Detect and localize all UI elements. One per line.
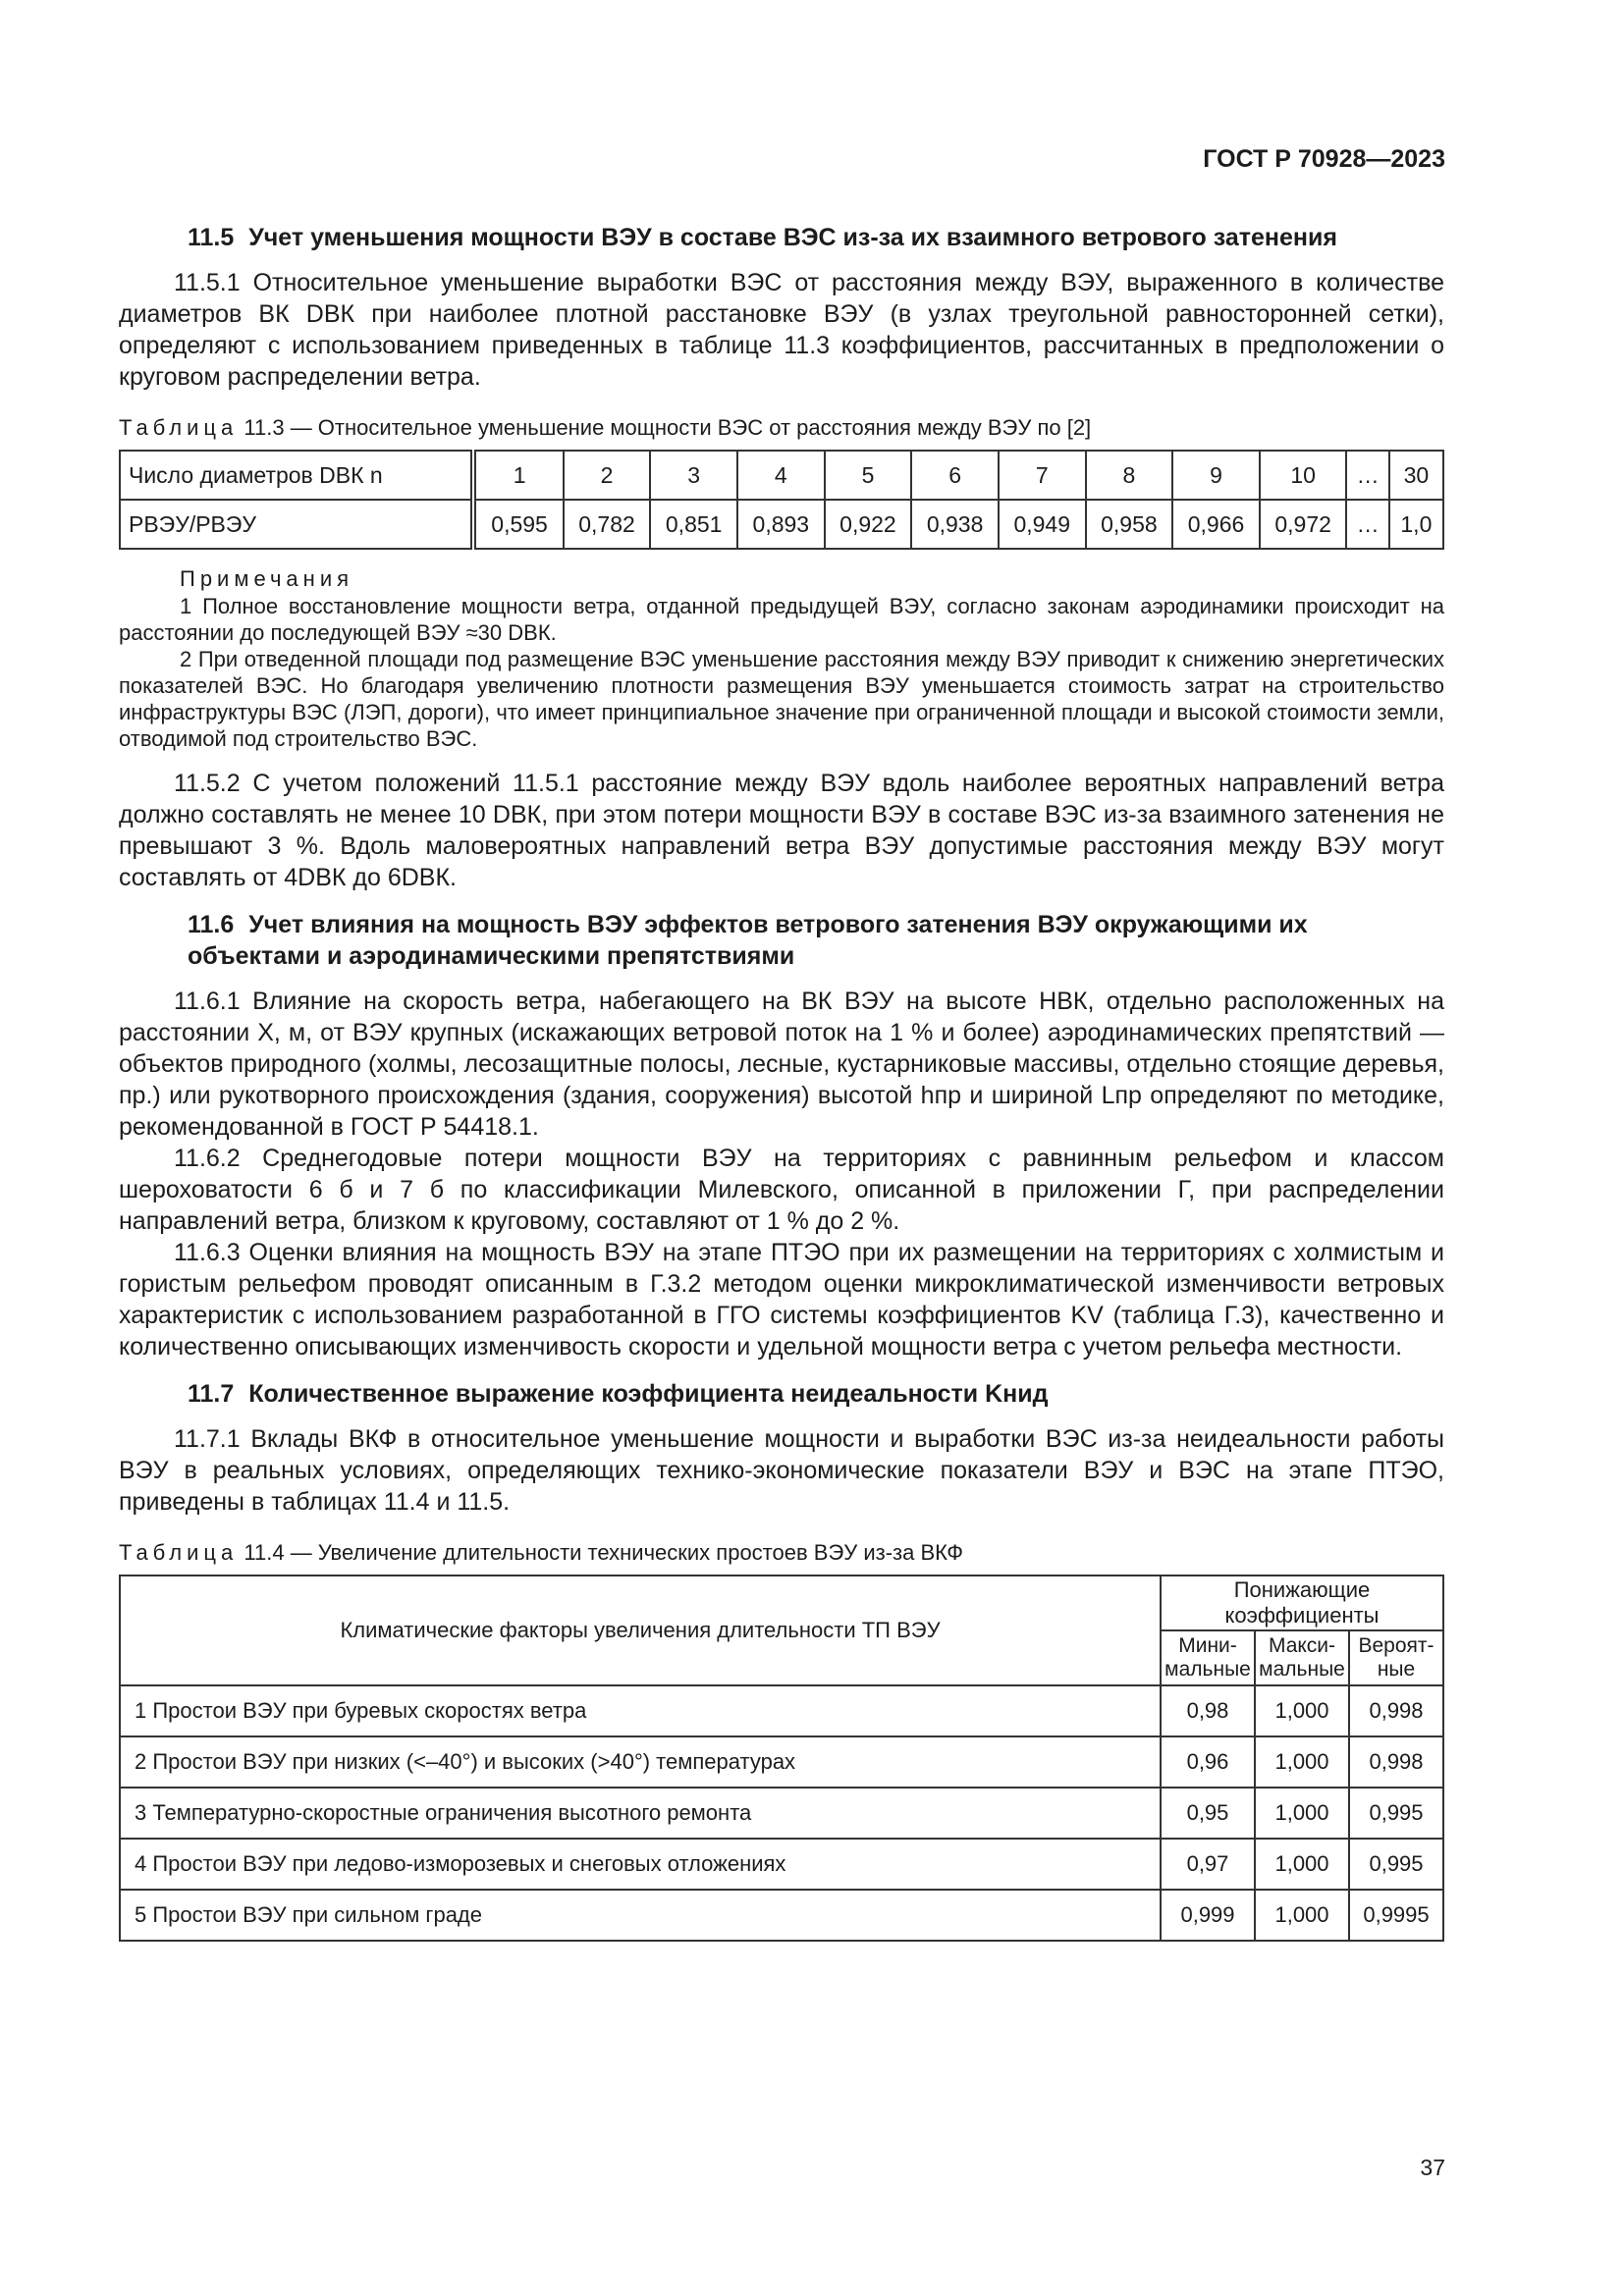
column-header-max: Макси- мальные — [1255, 1630, 1349, 1685]
factor-name: 2 Простои ВЭУ при низких (<–40°) и высоких (>40°) температурах — [120, 1736, 1161, 1788]
table-cell: … — [1346, 451, 1388, 500]
section-title: Количественное выражение коэффициента неидеальности Kнид — [248, 1380, 1049, 1408]
value-min: 0,96 — [1161, 1736, 1255, 1788]
value-min: 0,999 — [1161, 1890, 1255, 1941]
section-heading-11-5 — [119, 222, 1444, 253]
table-cell: 0,922 — [825, 500, 912, 549]
value-max: 1,000 — [1255, 1890, 1349, 1941]
table-caption-text: 11.3 — Относительное уменьшение мощности ВЭС от расстояния между ВЭУ по [2] — [244, 415, 1092, 440]
paragraph-11-6-1: 11.6.1 Влияние на скорость ветра, набегающего на ВК ВЭУ на высоте HВК, отдельно расположенных на расстоянии X, м, от ВЭУ крупных (искажающих ветровой поток на 1 % и более) аэродинамических препятствий — объектов природного (холмы, лесозащитные полосы, лесные, кустарниковые массивы, отдельно стоящие деревья, пр.) или рукотворного происхождения (здания, сооружения) высотой hпр и шириной Lпр определяют по методике, рекомендованной в ГОСТ Р 54418.1. — [119, 988, 1444, 1141]
section-number: 11.6 — [188, 911, 235, 938]
table-cell: 0,972 — [1260, 500, 1347, 549]
table-cell: 1 — [473, 451, 563, 500]
table-cell: 30 — [1389, 451, 1443, 500]
value-prob: 0,998 — [1349, 1685, 1443, 1736]
value-max: 1,000 — [1255, 1839, 1349, 1890]
table-caption-word: Таблица — [119, 1540, 239, 1565]
table-row — [120, 1890, 1443, 1941]
document-code: ГОСТ Р 70928—2023 — [1203, 145, 1445, 173]
value-max: 1,000 — [1255, 1736, 1349, 1788]
row-label-power-ratio: PВЭУ/PВЭУ — [120, 500, 473, 549]
table-cell: 9 — [1172, 451, 1260, 500]
column-group-header: Понижающие коэффициенты — [1161, 1575, 1443, 1630]
value-max: 1,000 — [1255, 1788, 1349, 1839]
table-cell: 3 — [650, 451, 737, 500]
table-caption-word: Таблица — [119, 415, 239, 440]
table-cell: 0,966 — [1172, 500, 1260, 549]
table-row-diameters — [120, 451, 1443, 500]
section-heading-11-7 — [119, 1378, 1444, 1410]
factor-name: 5 Простои ВЭУ при сильном граде — [120, 1890, 1161, 1941]
section-number: 11.7 — [188, 1380, 235, 1408]
table-notes — [119, 565, 1444, 752]
table-row — [120, 1685, 1443, 1736]
paragraph-11-5-2: 11.5.2 С учетом положений 11.5.1 расстояние между ВЭУ вдоль наиболее вероятных направлений ветра должно составлять не менее 10 DВК, при этом потери мощности ВЭУ в составе ВЭС из-за взаимного затенения не превышают 3 %. Вдоль маловероятных направлений ветра ВЭУ допустимые расстояния между ВЭУ могут составлять от 4DВК до 6DВК. — [119, 770, 1444, 891]
paragraph-11-6-3: 11.6.3 Оценки влияния на мощность ВЭУ на этапе ПТЭО при их размещении на территориях с холмистым и гористым рельефом проводят описанным в Г.3.2 методом оценки микроклиматической изменчивости ветровых характеристик с использованием разработанной в ГГО системы коэффициентов KV (таблица Г.3), качественно и количественно описывающих изменчивость скорости и удельной мощности ветра с учетом рельефа местности. — [119, 1239, 1444, 1361]
table-cell: 5 — [825, 451, 912, 500]
factor-name: 3 Температурно-скоростные ограничения высотного ремонта — [120, 1788, 1161, 1839]
table-cell: 0,893 — [737, 500, 825, 549]
table-11-4 — [119, 1575, 1444, 1942]
table-header-row — [120, 1575, 1443, 1630]
table-caption-11-4 — [119, 1539, 1444, 1567]
table-row-power-ratio — [120, 500, 1443, 549]
note-2: 2 При отведенной площади под размещение ВЭС уменьшение расстояния между ВЭУ приводит к снижению энергетических показателей ВЭС. Но благодаря увеличению плотности размещения ВЭУ уменьшается стоимость затрат на строительство инфраструктуры ВЭС (ЛЭП, дороги), что имеет принципиальное значение при ограниченной площади и высокой стоимости земли, отводимой под строительство ВЭС. — [119, 647, 1444, 751]
paragraph-11-6-2: 11.6.2 Среднегодовые потери мощности ВЭУ на территориях с равнинным рельефом и классом шероховатости 6 б и 7 б по классификации Милевского, описанной в приложении Г, при распределении направлений ветра, близком к круговому, составляют от 1 % до 2 %. — [119, 1145, 1444, 1235]
table-cell: 0,949 — [999, 500, 1086, 549]
table-cell: 6 — [911, 451, 999, 500]
value-min: 0,98 — [1161, 1685, 1255, 1736]
column-header-factor: Климатические факторы увеличения длительности ТП ВЭУ — [120, 1575, 1161, 1685]
value-prob: 0,995 — [1349, 1839, 1443, 1890]
column-header-prob: Вероят- ные — [1349, 1630, 1443, 1685]
table-caption-11-3 — [119, 414, 1444, 442]
section-number: 11.5 — [188, 224, 235, 251]
table-cell: 2 — [564, 451, 651, 500]
row-label-diameters: Число диаметров DВК n — [120, 451, 473, 500]
factor-name: 1 Простои ВЭУ при буревых скоростях ветра — [120, 1685, 1161, 1736]
table-cell: 0,595 — [473, 500, 563, 549]
value-min: 0,97 — [1161, 1839, 1255, 1890]
table-cell: 0,938 — [911, 500, 999, 549]
table-cell: 4 — [737, 451, 825, 500]
section-title: Учет уменьшения мощности ВЭУ в составе ВЭС из-за их взаимного ветрового затенения — [248, 224, 1337, 251]
table-cell: … — [1346, 500, 1388, 549]
section-heading-11-6 — [119, 909, 1444, 972]
page-number: 37 — [1420, 2155, 1445, 2180]
table-caption-text: 11.4 — Увеличение длительности технических простоев ВЭУ из-за ВКФ — [244, 1540, 963, 1565]
table-cell: 7 — [999, 451, 1086, 500]
table-cell: 0,851 — [650, 500, 737, 549]
table-row — [120, 1736, 1443, 1788]
value-max: 1,000 — [1255, 1685, 1349, 1736]
document-body — [119, 222, 1444, 1942]
factor-name: 4 Простои ВЭУ при ледово-изморозевых и снеговых отложениях — [120, 1839, 1161, 1890]
value-min: 0,95 — [1161, 1788, 1255, 1839]
table-cell: 8 — [1086, 451, 1173, 500]
notes-title: Примечания — [180, 566, 354, 591]
value-prob: 0,995 — [1349, 1788, 1443, 1839]
table-cell: 10 — [1260, 451, 1347, 500]
table-cell: 0,958 — [1086, 500, 1173, 549]
column-header-min: Мини- мальные — [1161, 1630, 1255, 1685]
table-cell: 1,0 — [1389, 500, 1443, 549]
section-title: Учет влияния на мощность ВЭУ эффектов ветрового затенения ВЭУ окружающими их объектами и аэродинамическими препятствиями — [188, 911, 1308, 970]
table-cell: 0,782 — [564, 500, 651, 549]
note-1: 1 Полное восстановление мощности ветра, отданной предыдущей ВЭУ, согласно законам аэродинамики происходит на расстоянии до последующей ВЭУ ≈30 DВК. — [119, 594, 1444, 645]
paragraph-11-5-1: 11.5.1 Относительное уменьшение выработки ВЭС от расстояния между ВЭУ, выраженного в количестве диаметров ВК DВК при наиболее плотной расстановке ВЭУ (в узлах треугольной равносторонней сетки), определяют с использованием приведенных в таблице 11.3 коэффициентов, рассчитанных в предположении о круговом распределении ветра. — [119, 269, 1444, 391]
paragraph-11-7-1: 11.7.1 Вклады ВКФ в относительное уменьшение мощности и выработки ВЭС из-за неидеальности работы ВЭУ в реальных условиях, определяющих технико-экономические показатели ВЭУ и ВЭС на этапе ПТЭО, приведены в таблицах 11.4 и 11.5. — [119, 1425, 1444, 1516]
table-11-3 — [119, 450, 1444, 550]
value-prob: 0,998 — [1349, 1736, 1443, 1788]
value-prob: 0,9995 — [1349, 1890, 1443, 1941]
table-row — [120, 1839, 1443, 1890]
table-row — [120, 1788, 1443, 1839]
